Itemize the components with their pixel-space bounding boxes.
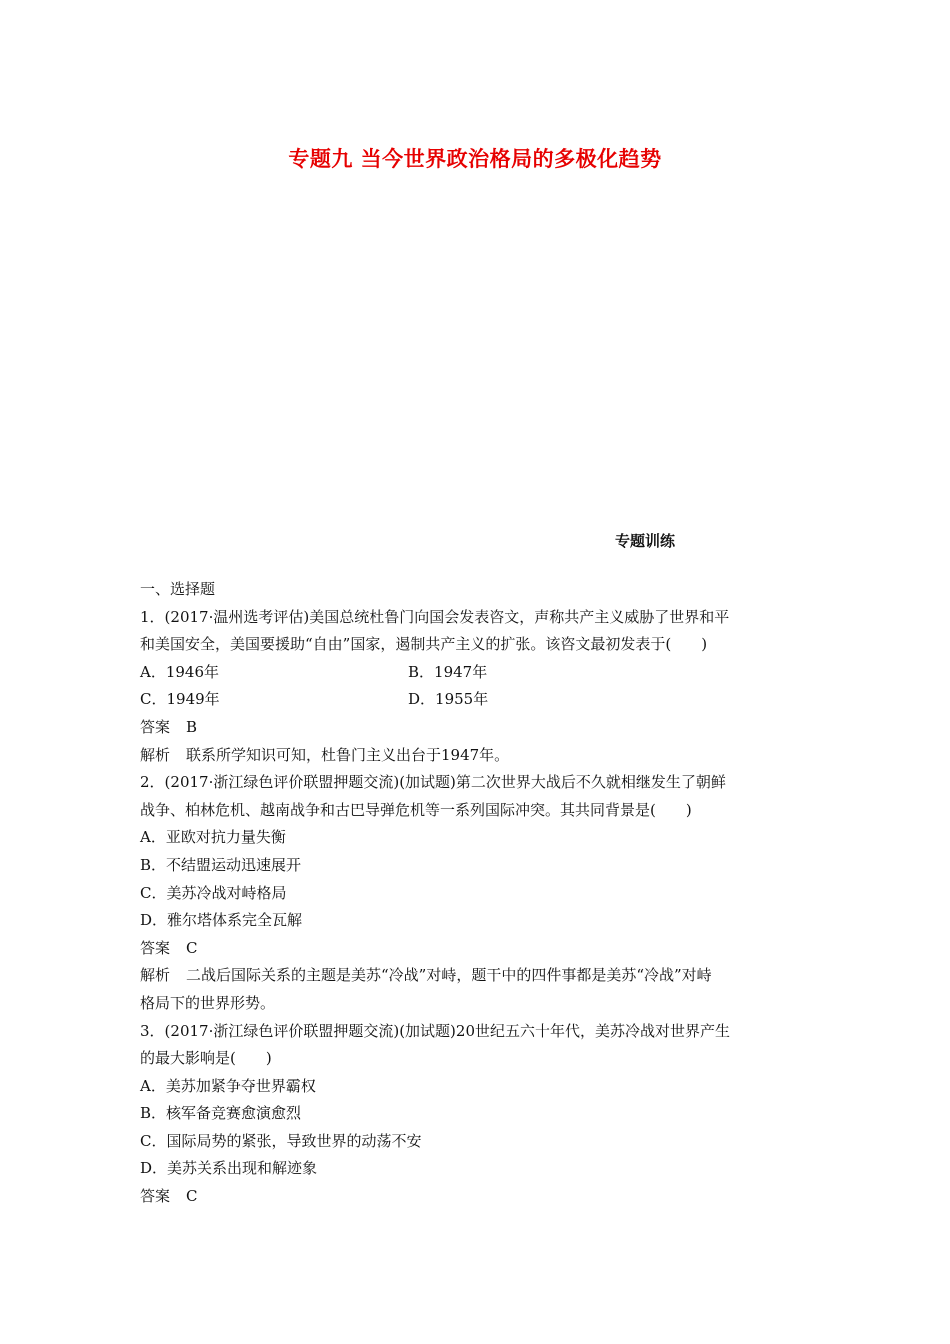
question-text-line: 3．(2017·浙江绿色评价联盟押题交流)(加试题)20世纪五六十年代，美苏冷战对世界产生 bbox=[140, 1021, 730, 1040]
option-a: A．1946年 bbox=[140, 662, 220, 681]
answer-label: 答案 bbox=[140, 717, 171, 736]
option-b: B．核军备竞赛愈演愈烈 bbox=[140, 1104, 302, 1123]
analysis-line bbox=[140, 742, 820, 770]
question-2 bbox=[140, 769, 820, 1017]
analysis-text: 联系所学知识可知，杜鲁门主义出台于1947年。 bbox=[186, 745, 510, 764]
answer-line bbox=[140, 935, 820, 963]
answer-line bbox=[140, 714, 820, 742]
analysis-label: 解析 bbox=[140, 745, 171, 764]
section-subtitle: 专题训练 bbox=[615, 532, 676, 550]
option-d: D．1955年 bbox=[408, 690, 489, 709]
option-b: B．1947年 bbox=[408, 662, 488, 681]
page-title: 专题九 当今世界政治格局的多极化趋势 bbox=[288, 147, 662, 171]
question-1 bbox=[140, 604, 820, 770]
question-3 bbox=[140, 1018, 820, 1211]
answer-value: C bbox=[186, 938, 198, 957]
analysis-text-continued: 格局下的世界形势。 bbox=[140, 993, 276, 1012]
option-d: D．美苏关系出现和解迹象 bbox=[140, 1159, 318, 1178]
option-c: C．国际局势的紧张，导致世界的动荡不安 bbox=[140, 1131, 422, 1150]
question-text-line: 1．(2017·温州选考评估)美国总统杜鲁门向国会发表咨文，声称共产主义威胁了世界和平 bbox=[140, 607, 730, 626]
option-c: C．1949年 bbox=[140, 690, 220, 709]
option-d: D．雅尔塔体系完全瓦解 bbox=[140, 911, 303, 930]
answer-value: B bbox=[186, 717, 198, 736]
question-text-line: 2．(2017·浙江绿色评价联盟押题交流)(加试题)第二次世界大战后不久就相继发生了朝鲜 bbox=[140, 773, 726, 792]
answer-label: 答案 bbox=[140, 1187, 171, 1206]
option-a: A．美苏加紧争夺世界霸权 bbox=[140, 1076, 316, 1095]
question-text-line: 和美国安全，美国要援助“自由”国家，遏制共产主义的扩张。该咨文最初发表于( ) bbox=[140, 635, 708, 654]
document-body bbox=[140, 576, 820, 1211]
option-row bbox=[140, 659, 820, 687]
option-b: B．不结盟运动迅速展开 bbox=[140, 855, 302, 874]
analysis-label: 解析 bbox=[140, 966, 171, 985]
analysis-text: 二战后国际关系的主题是美苏“冷战”对峙，题干中的四件事都是美苏“冷战”对峙 bbox=[186, 966, 712, 985]
question-text-line: 的最大影响是( ) bbox=[140, 1049, 272, 1068]
answer-value: C bbox=[186, 1187, 198, 1206]
section-heading: 一、选择题 bbox=[140, 580, 216, 598]
analysis-line bbox=[140, 962, 820, 990]
option-a: A．亚欧对抗力量失衡 bbox=[140, 828, 286, 847]
question-text-line: 战争、柏林危机、越南战争和古巴导弹危机等一系列国际冲突。其共同背景是( ) bbox=[140, 800, 692, 819]
option-row bbox=[140, 686, 820, 714]
answer-label: 答案 bbox=[140, 938, 171, 957]
answer-line bbox=[140, 1183, 820, 1211]
option-c: C．美苏冷战对峙格局 bbox=[140, 883, 287, 902]
